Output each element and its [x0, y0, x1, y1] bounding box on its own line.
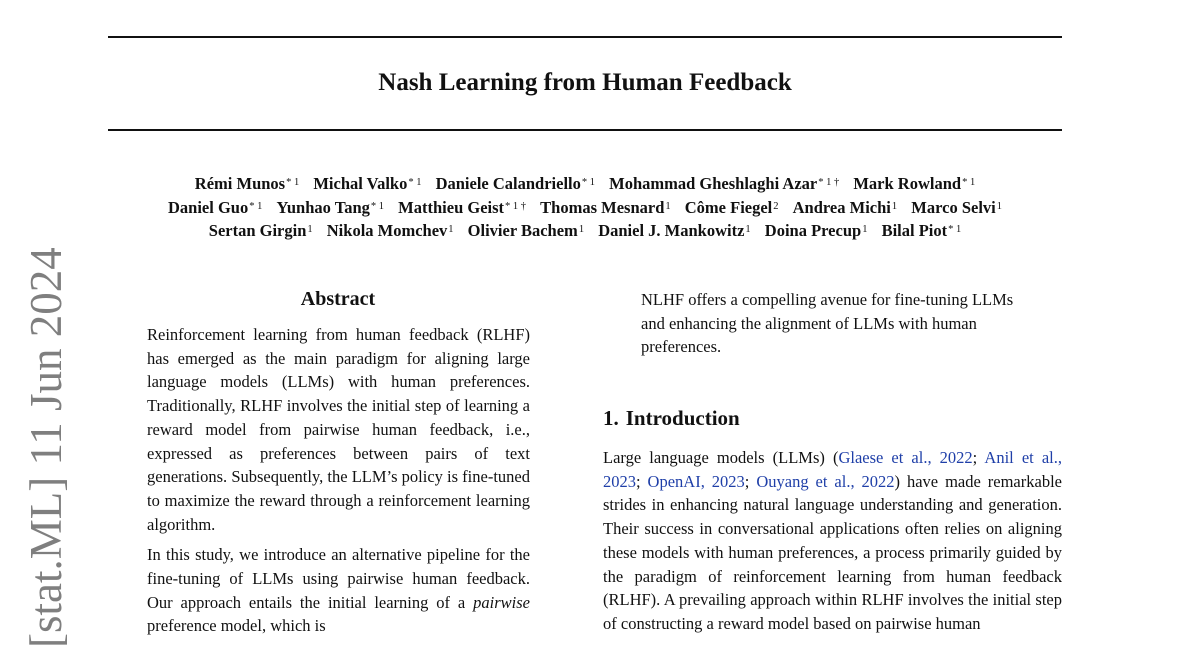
author [911, 198, 1002, 217]
author-name: Mark Rowland [853, 174, 962, 193]
author [853, 174, 975, 193]
author [195, 174, 299, 193]
author-affiliation: * 1 [249, 200, 263, 212]
author-affiliation: 1 [745, 224, 751, 235]
author [765, 221, 868, 240]
introduction-body [603, 446, 1062, 636]
author-name: Thomas Mesnard [540, 197, 665, 217]
author [685, 198, 779, 217]
arxiv-identifier-stamp: [stat.ML] 11 Jun 2024 [21, 247, 71, 648]
citation-link[interactable]: Glaese et al., 2022 [838, 448, 973, 467]
abstract-continuation-text: NLHF offers a compelling avenue for fine-tuning LLMs and enhancing the alignment of LLMs with human preferences. [641, 290, 1014, 357]
author-affiliation: 1 [448, 224, 454, 235]
author [598, 221, 750, 240]
abstract-paragraph-2 [147, 543, 530, 638]
author-affiliation: * 1 [962, 177, 976, 188]
author-name: Yunhao Tang [276, 197, 370, 217]
author-name: Daniel Guo [168, 197, 249, 217]
introduction-paragraph [603, 446, 1062, 636]
abstract-text: In this study, we introduce an alternative pipeline for the fine-tuning of LLMs using pairwise human feedback. Our approach entails the initial learning of a [147, 545, 530, 612]
author [468, 221, 584, 240]
section-number: 1. [603, 406, 619, 430]
citation-link[interactable]: Ouyang et al., 2022 [756, 471, 895, 491]
author-name: Sertan Girgin [208, 221, 307, 240]
author-name: Rémi Munos [194, 174, 286, 193]
paper-title: Nash Learning from Human Feedback [378, 69, 792, 96]
author-affiliation: * 1 † [505, 200, 527, 212]
author-name: Mohammad Gheshlaghi Azar [609, 174, 818, 193]
author [276, 198, 384, 217]
author-affiliation: * 1 [370, 200, 385, 212]
abstract-text: preference model, which is [147, 616, 326, 636]
author-line-3 [100, 219, 1070, 243]
author [327, 221, 454, 240]
author-affiliation: * 1 [286, 177, 300, 188]
author-name: Marco Selvi [911, 197, 996, 217]
title-rule-top [108, 36, 1062, 38]
author-affiliation: 1 [307, 224, 313, 235]
citation-link[interactable]: Anil et al., 2023 [603, 448, 1062, 491]
author-name: Côme Fiegel [684, 197, 773, 217]
abstract-emphasis: pairwise [473, 592, 530, 612]
author-affiliation: * 1 [408, 177, 422, 188]
citation-link[interactable]: OpenAI, 2023 [647, 471, 745, 491]
section-heading-introduction [603, 404, 740, 432]
intro-text: ) have made remarkable strides in enhancing natural language understanding and generation. Their success in conversational applications often relies on aligning these models with human preferences, a process primarily guided by the paradigm of reinforcement learning from human feedback (RLHF). A prevailing approach within RLHF involves the initial step of constructing a reward model based on pairwise human [603, 471, 1062, 633]
author [540, 198, 670, 217]
author [313, 174, 421, 193]
author-line-1 [100, 172, 1070, 196]
author [436, 174, 595, 193]
author-affiliation: 2 [773, 200, 779, 212]
author-name: Doina Precup [764, 221, 862, 240]
author-name: Matthieu Geist [398, 197, 505, 217]
author-line-2 [100, 196, 1070, 220]
author-list [100, 172, 1070, 243]
section-title: Introduction [625, 406, 740, 430]
author-affiliation: * 1 [948, 224, 962, 235]
author-affiliation: 1 [665, 200, 671, 212]
citation-separator: ; [972, 448, 985, 467]
author [168, 198, 262, 217]
author-name: Andrea Michi [792, 197, 891, 217]
author-name: Daniel J. Mankowitz [598, 221, 745, 240]
author [609, 174, 839, 193]
abstract-body [147, 323, 530, 645]
author [209, 221, 313, 240]
author-affiliation: 1 [862, 224, 868, 235]
intro-text: Large language models (LLMs) ( [603, 448, 839, 467]
author-affiliation: * 1 † [818, 177, 840, 188]
author-affiliation: 1 [891, 200, 898, 212]
citation-separator: ; [744, 471, 757, 491]
author-name: Michal Valko [313, 174, 408, 193]
abstract-heading: Abstract [300, 288, 376, 310]
citation-separator: ; [636, 471, 648, 491]
author-affiliation: 1 [578, 224, 585, 235]
title-rule-bottom [108, 129, 1062, 131]
author-affiliation: * 1 [581, 177, 595, 188]
author [882, 221, 962, 240]
author [793, 198, 898, 217]
author-name: Olivier Bachem [467, 221, 578, 240]
author [398, 198, 526, 217]
abstract-paragraph-1: Reinforcement learning from human feedback (RLHF) has emerged as the main paradigm for aligning large language models (LLMs) with human preferences. Traditionally, RLHF involves the initial step of learning a reward model from pairwise human feedback, i.e., expressed as preferences between pairs of text generations. Subsequently, the LLM’s policy is fine-tuned to maximize the reward through a reinforcement learning algorithm. [147, 325, 530, 534]
author-name: Nikola Momchev [326, 221, 448, 240]
author-name: Bilal Piot [881, 221, 948, 240]
abstract-continuation [641, 288, 1024, 359]
author-name: Daniele Calandriello [435, 174, 581, 193]
author-affiliation: 1 [996, 200, 1002, 212]
